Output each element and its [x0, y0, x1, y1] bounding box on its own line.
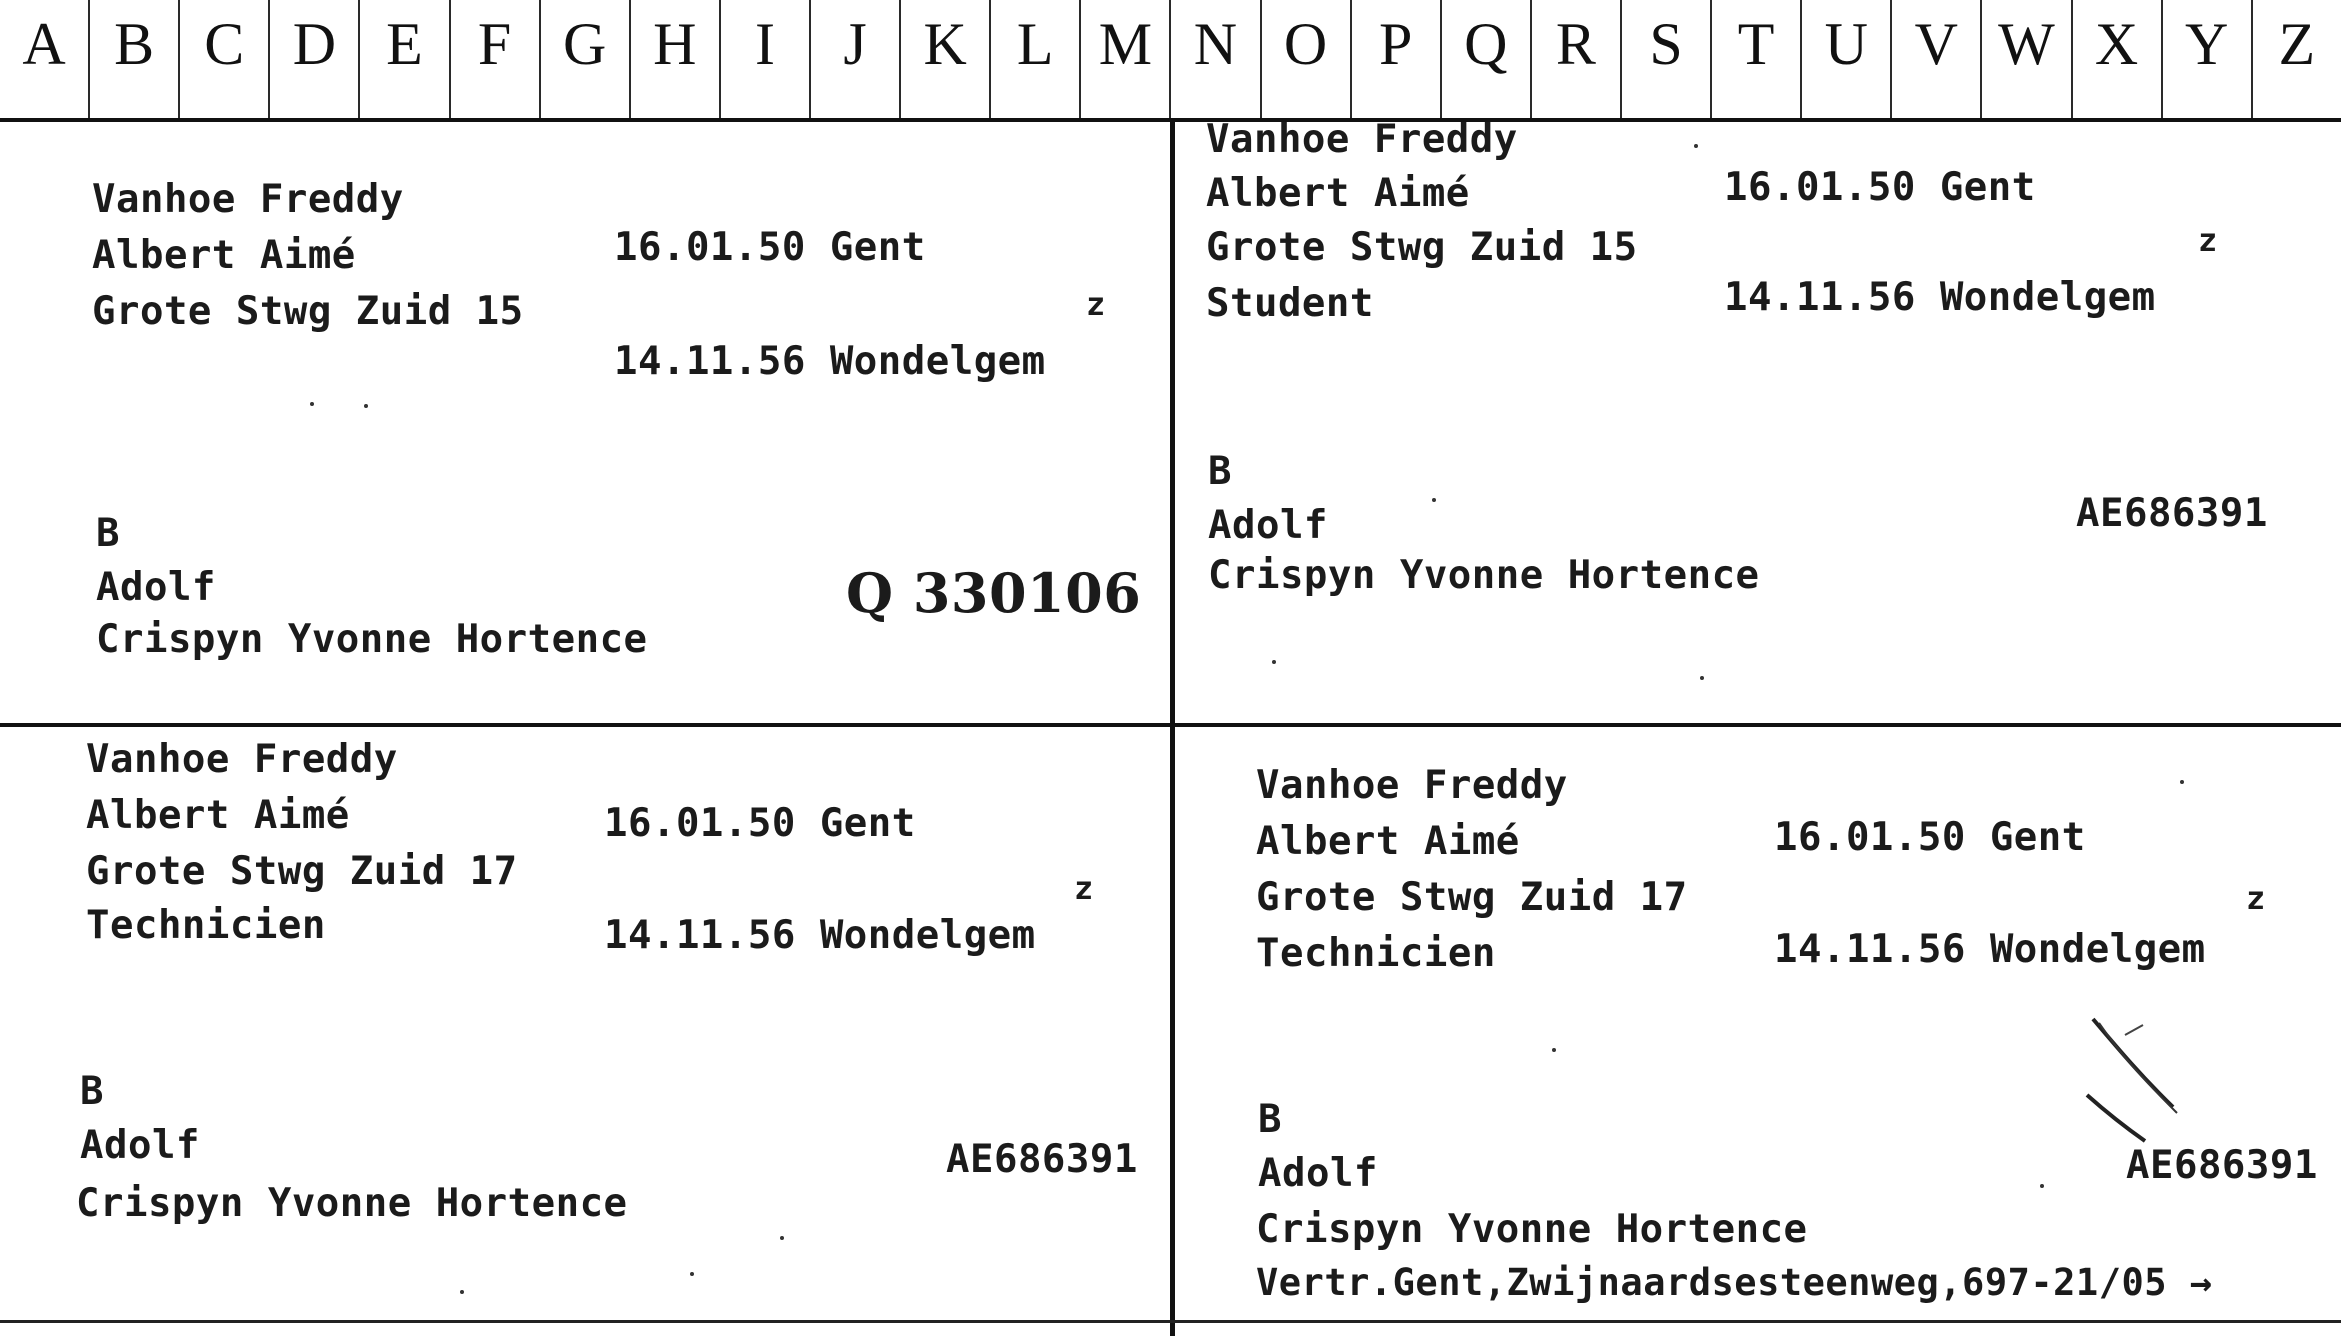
- alpha-index-letter[interactable]: P: [1352, 0, 1442, 118]
- card-divider-horizontal: [0, 723, 2341, 727]
- scan-speck: [690, 1272, 694, 1276]
- card-surname: Vanhoe Freddy: [1256, 763, 1568, 808]
- alpha-index-letter[interactable]: X: [2073, 0, 2163, 118]
- scan-speck: [1694, 144, 1698, 148]
- alpha-index-letter[interactable]: J: [811, 0, 901, 118]
- alpha-index-letter[interactable]: M: [1081, 0, 1171, 118]
- alpha-index-letter[interactable]: K: [901, 0, 991, 118]
- card-father-name: Adolf: [96, 565, 216, 610]
- card-mark: z: [2198, 221, 2218, 259]
- card-street-address: Grote Stwg Zuid 17: [1256, 875, 1688, 920]
- card-father-name: Adolf: [1258, 1151, 1378, 1196]
- alpha-index-letter[interactable]: O: [1262, 0, 1352, 118]
- card-surname: Vanhoe Freddy: [1206, 117, 1518, 162]
- card-id-number: AE686391: [946, 1137, 1138, 1182]
- alpha-index-letter[interactable]: I: [721, 0, 811, 118]
- alpha-index-letter[interactable]: S: [1622, 0, 1712, 118]
- alpha-index-letter[interactable]: V: [1892, 0, 1982, 118]
- card-category-letter: B: [1208, 449, 1232, 494]
- card-mother-name: Crispyn Yvonne Hortence: [1256, 1207, 1808, 1252]
- card-divider-bottom: [0, 1320, 2341, 1323]
- scan-speck: [1272, 660, 1276, 664]
- card-category-letter: B: [96, 511, 120, 556]
- card-residence-date-place: 14.11.56 Wondelgem: [604, 913, 1036, 958]
- card-street-address: Grote Stwg Zuid 17: [86, 849, 518, 894]
- card-occupation: Student: [1206, 281, 1374, 326]
- alpha-index-letter[interactable]: C: [180, 0, 270, 118]
- card-given-names: Albert Aimé: [92, 233, 356, 278]
- card-category-letter: B: [80, 1069, 104, 1114]
- card-mother-name: Crispyn Yvonne Hortence: [1208, 553, 1760, 598]
- card-divider-vertical: [1170, 118, 1175, 1336]
- card-birth-date-place: 16.01.50 Gent: [1724, 165, 2036, 210]
- card-category-letter: B: [1258, 1097, 1282, 1142]
- scan-speck: [310, 402, 314, 406]
- card-birth-date-place: 16.01.50 Gent: [604, 801, 916, 846]
- card-residence-date-place: 14.11.56 Wondelgem: [1724, 275, 2156, 320]
- card-father-name: Adolf: [80, 1123, 200, 1168]
- alpha-index-letter[interactable]: T: [1712, 0, 1802, 118]
- card-given-names: Albert Aimé: [1256, 819, 1520, 864]
- alpha-index-letter[interactable]: Z: [2278, 11, 2316, 77]
- card-id-number: Q 330106: [846, 561, 1142, 625]
- card-surname: Vanhoe Freddy: [92, 177, 404, 222]
- scan-speck: [364, 404, 368, 408]
- card-transfer-note: Vertr.Gent,Zwijnaardsesteenweg,697-21/05 →: [1256, 1261, 2213, 1304]
- alpha-index-letter[interactable]: U: [1802, 0, 1892, 118]
- card-residence-date-place: 14.11.56 Wondelgem: [614, 339, 1046, 384]
- card-residence-date-place: 14.11.56 Wondelgem: [1774, 927, 2206, 972]
- alpha-index-letter[interactable]: E: [360, 0, 450, 118]
- scan-speck: [780, 1236, 784, 1240]
- card-father-name: Adolf: [1208, 503, 1328, 548]
- scan-speck: [460, 1290, 464, 1294]
- alpha-index-letter[interactable]: A: [0, 0, 90, 118]
- card-mark: z: [2246, 879, 2266, 917]
- alpha-index-letter[interactable]: R: [1532, 0, 1622, 118]
- card-mark: z: [1074, 869, 1094, 907]
- card-birth-date-place: 16.01.50 Gent: [1774, 815, 2086, 860]
- card-given-names: Albert Aimé: [86, 793, 350, 838]
- alpha-index-letter[interactable]: N: [1171, 0, 1261, 118]
- scan-speck: [2180, 780, 2184, 784]
- scan-speck: [1432, 498, 1436, 502]
- alphabet-index-strip: [0, 0, 2341, 122]
- alpha-index-letter[interactable]: Q: [1442, 0, 1532, 118]
- alpha-index-letter[interactable]: W: [1982, 0, 2072, 118]
- alpha-index-letter[interactable]: Y: [2163, 0, 2253, 118]
- card-id-number: AE686391: [2126, 1143, 2318, 1188]
- card-mother-name: Crispyn Yvonne Hortence: [96, 617, 648, 662]
- card-occupation: Technicien: [1256, 931, 1496, 976]
- card-street-address: Grote Stwg Zuid 15: [92, 289, 524, 334]
- card-surname: Vanhoe Freddy: [86, 737, 398, 782]
- card-street-address: Grote Stwg Zuid 15: [1206, 225, 1638, 270]
- card-mark: z: [1086, 285, 1106, 323]
- alpha-index-letter[interactable]: L: [991, 0, 1081, 118]
- alpha-index-letter[interactable]: G: [541, 0, 631, 118]
- card-occupation: Technicien: [86, 903, 326, 948]
- card-mother-name: Crispyn Yvonne Hortence: [76, 1181, 628, 1226]
- scan-speck: [2040, 1184, 2044, 1188]
- alpha-index-letter[interactable]: D: [270, 0, 360, 118]
- card-given-names: Albert Aimé: [1206, 171, 1470, 216]
- alpha-index-letter[interactable]: H: [631, 0, 721, 118]
- scan-speck: [1700, 676, 1704, 680]
- alpha-index-letter[interactable]: F: [451, 0, 541, 118]
- alpha-index-letter[interactable]: B: [90, 0, 180, 118]
- card-birth-date-place: 16.01.50 Gent: [614, 225, 926, 270]
- scan-speck: [1552, 1048, 1556, 1052]
- pen-scribble-mark: [2085, 1015, 2195, 1165]
- card-id-number: AE686391: [2076, 491, 2268, 536]
